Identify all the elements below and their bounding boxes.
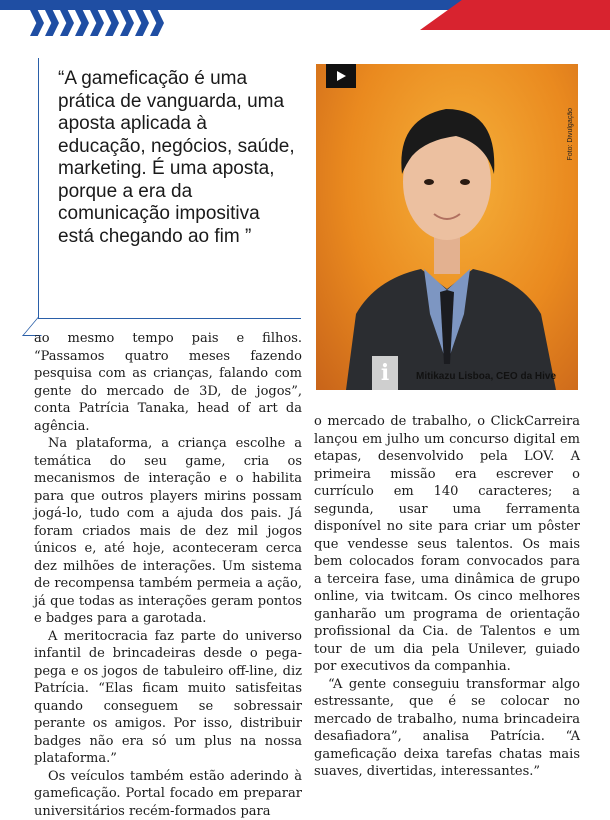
chevron-icon	[150, 10, 164, 36]
chevron-icon	[60, 10, 74, 36]
paragraph: “A gente conseguiu transformar algo estressante, que é se colocar no mercado de trabalho, numa brincadeira desafiadora”, analisa Patrícia. “A gameficação deixa tarefas chatas mais suaves, divertidas, interessantes.”	[314, 676, 580, 781]
header-chevrons	[30, 10, 164, 36]
paragraph: Os veículos também estão aderindo à gameficação. Portal focado em preparar universitários recém-formados para	[34, 768, 302, 820]
pull-quote: “A gameficação é uma prática de vanguarda, uma aposta aplicada à educação, negócios, saúde, marketing. É uma aposta, porque a era da comunicação impositiva está chegando ao fim ”	[58, 68, 296, 248]
photo-credit: Foto: Divulgação	[567, 108, 574, 161]
play-icon[interactable]	[326, 64, 356, 88]
article-column-left	[34, 330, 302, 820]
chevron-icon	[120, 10, 134, 36]
chevron-icon	[135, 10, 149, 36]
info-icon: i	[372, 356, 398, 390]
paragraph: ao mesmo tempo pais e filhos. “Passamos quatro meses fazendo pesquisa com as crianças, falando com gente do mercado de 3D, de jogos”, conta Patrícia Tanaka, head of art da agência.	[34, 330, 302, 435]
photo-caption: Mitikazu Lisboa, CEO da Hive	[416, 371, 556, 382]
chevron-icon	[75, 10, 89, 36]
paragraph: A meritocracia faz parte do universo infantil de brincadeiras desde o pega-pega e os jogos de tabuleiro off-line, diz Patrícia. “Elas ficam muito satisfeitas quando conseguem se sobressair perante os amigos. Por isso, distribuir badges não era só um plus na nossa plataforma.”	[34, 628, 302, 768]
article-column-right	[314, 413, 580, 781]
paragraph: Na plataforma, a criança escolhe a temática do seu game, cria os mecanismos de interação e o habilita para que outros players mirins possam jogá-lo, tudo com a ajuda dos pais. Já foram criados mais de dez mil jogos únicos e, até hoje, aconteceram cerca dez milhões de interações. Um sistema de recompensa também permeia a ação, já que todas as interações geram pontos e badges para a garotada.	[34, 435, 302, 628]
paragraph: o mercado de trabalho, o ClickCarreira lançou em julho um concurso digital em etapas, desenvolvido pela LOV. A primeira missão era escrever o currículo em 140 caracteres; a segunda, usar uma ferramenta disponível no site para criar um pôster que vendesse seus talentos. Os mais bem colocados foram convocados para a terceira fase, uma dinâmica de grupo online, via twitcam. Os cinco melhores ganharão um programa de orientação profissional da Cia. de Talentos e um tour de um dia pela Unilever, guiado por executivos da companhia.	[314, 413, 580, 676]
chevron-icon	[30, 10, 44, 36]
header-white-cut	[190, 10, 430, 38]
portrait-figure	[316, 64, 578, 390]
chevron-icon	[45, 10, 59, 36]
chevron-icon	[90, 10, 104, 36]
page-header-banner	[0, 0, 610, 42]
chevron-icon	[105, 10, 119, 36]
portrait-photo	[316, 64, 578, 390]
